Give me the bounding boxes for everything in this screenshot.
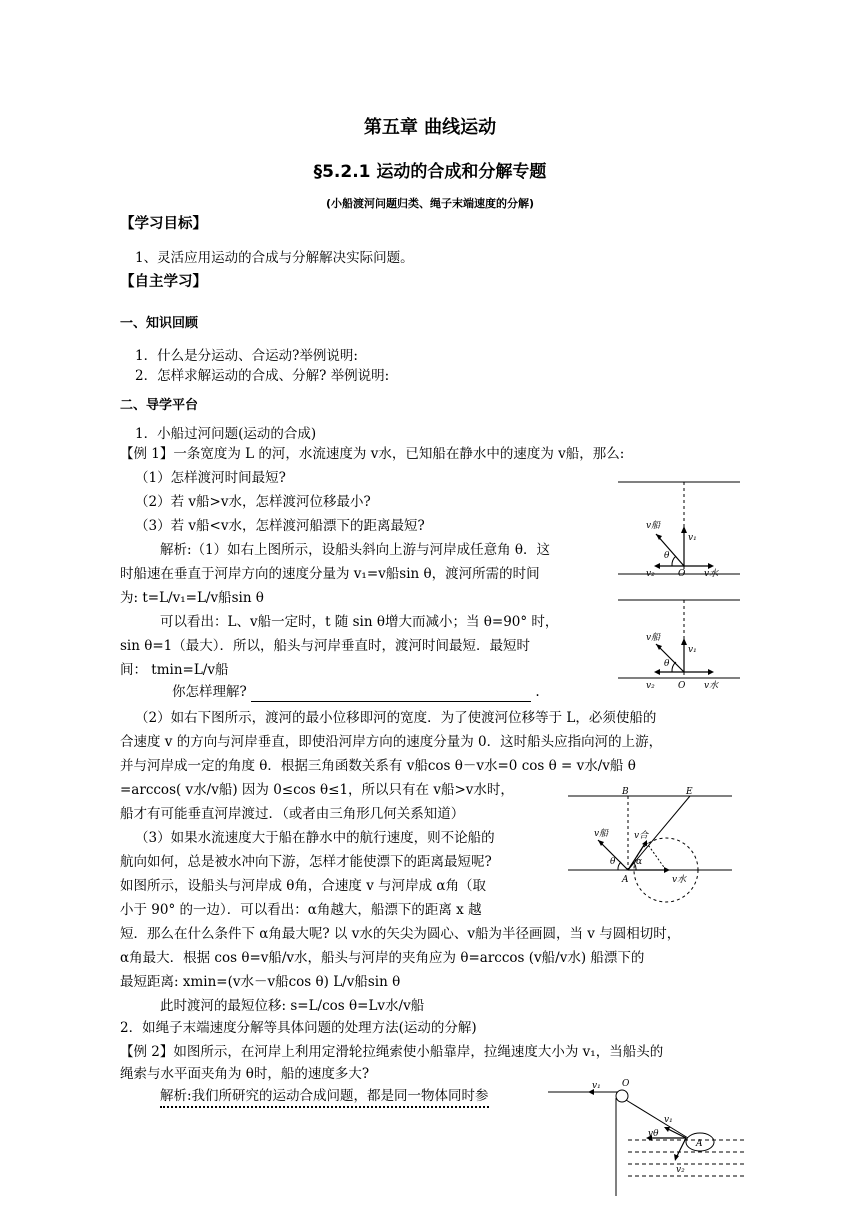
fig2-theta-label: θ bbox=[664, 659, 670, 669]
analysis-3-line-4: 小于 90° 的一边）．可以看出：α角越大，船漂下的距离 x 越 bbox=[120, 902, 482, 918]
analysis-2-line-2: 合速度 v 的方向与河岸垂直，即使沿河岸方向的速度分量为 0．这时船头应指向河的上游， bbox=[120, 734, 663, 750]
analysis-2-line-1: （2）如右下图所示，渡河的最小位移即河的宽度．为了使渡河位移等于 L，必须使船的 bbox=[135, 710, 657, 726]
fig1-origin-label: O bbox=[678, 569, 686, 579]
fig4-point-o: O bbox=[622, 1079, 630, 1089]
analysis-2-line-5: 船才有可能垂直河岸渡过．（或者由三角形几何关系知道） bbox=[120, 806, 465, 822]
fig3-point-a: A bbox=[622, 875, 629, 885]
answer-blank bbox=[251, 687, 531, 702]
fig3-point-b: B bbox=[622, 787, 629, 797]
fig2-v1-label: v₁ bbox=[688, 645, 697, 655]
example-2-line-2: 绳索与水平面夹角为 θ时，船的速度多大? bbox=[120, 1066, 370, 1082]
example-2-line-3: 解析:我们所研究的运动合成问题，都是同一物体同时参 bbox=[160, 1086, 489, 1108]
analysis-3-line-2: 航向如何，总是被水冲向下游，怎样才能使漂下的距离最短呢? bbox=[120, 854, 492, 870]
fig1-v2-label: v₂ bbox=[646, 569, 655, 579]
fig1-v-boat-label: v船 bbox=[646, 521, 661, 531]
figure-rope-pulley bbox=[548, 1076, 748, 1196]
example-2-line-1: 【例 2】如图所示，在河岸上利用定滑轮拉绳索使小船靠岸，拉绳速度大小为 v₁，当船头的 bbox=[120, 1044, 664, 1060]
example-1-q1: （1）怎样渡河时间最短? bbox=[135, 470, 286, 486]
understand-prompt: 你怎样理解? bbox=[172, 684, 247, 700]
fig3-v-boat-label: v船 bbox=[594, 829, 609, 839]
fig3-alpha-label: α bbox=[636, 857, 643, 867]
guide-header: 二、导学平台 bbox=[120, 398, 199, 413]
analysis-2-line-3: 并与河岸成一定的角度 θ．根据三角函数关系有 v船cos θ－v水=0 cos θ = v水/v船 θ bbox=[120, 758, 636, 774]
fig1-v-water-label: v水 bbox=[704, 569, 719, 579]
question-1: 1．什么是分运动、合运动?举例说明: bbox=[135, 348, 358, 364]
analysis-3-line-7: 最短距离: xmin=(v水－v船cos θ) L/v船sin θ bbox=[120, 974, 401, 990]
example-1: 【例 1】一条宽度为 L 的河，水流速度为 v水，已知船在静水中的速度为 v船，那么: bbox=[120, 446, 625, 462]
fig3-v-water-label: v水 bbox=[672, 875, 687, 885]
analysis-3-line-6: α角最大．根据 cos θ=v船/v水，船头与河岸的夹角应为 θ=arccos (v船/v水) 船漂下的 bbox=[120, 950, 645, 966]
analysis-1-line-1: 解析:（1）如右上图所示，设船头斜向上游与河岸成任意角 θ．这 bbox=[160, 542, 551, 558]
fig3-point-e: E bbox=[686, 787, 693, 797]
fig3-theta-label: θ bbox=[610, 857, 616, 867]
fig4-v2-label: v₂ bbox=[676, 1165, 685, 1175]
section-title: §5.2.1 运动的合成和分解专题 bbox=[313, 162, 547, 182]
fig1-v1-label: v₁ bbox=[688, 533, 697, 543]
analysis-1-line-6: 间： tmin=L/v船 bbox=[120, 662, 229, 678]
question-2: 2．怎样求解运动的合成、分解? 举例说明: bbox=[135, 368, 390, 384]
analysis-1-line-2: 时船速在垂直于河岸方向的速度分量为 v₁=v船sin θ，渡河所需的时间 bbox=[120, 566, 540, 582]
analysis-1-line-5: sin θ=1（最大）．所以，船头与河岸垂直时，渡河时间最短．最短时 bbox=[120, 638, 531, 654]
analysis-3-line-8: 此时渡河的最短位移: s=L/cos θ=Lv水/v船 bbox=[160, 998, 425, 1014]
fig2-v-boat-label: v船 bbox=[646, 633, 661, 643]
example-1-q3: （3）若 v船<v水，怎样渡河船漂下的距离最短? bbox=[135, 518, 425, 534]
chapter-title: 第五章 曲线运动 bbox=[363, 117, 497, 138]
analysis-1-line-3: 为: t=L/v₁=L/v船sin θ bbox=[120, 590, 264, 606]
fig2-v2-label: v₂ bbox=[646, 681, 655, 691]
review-header: 一、知识回顾 bbox=[120, 316, 199, 331]
goals-header: 【学习目标】 bbox=[120, 216, 207, 232]
analysis-2-line-4: =arccos( v水/v船) 因为 0≤cos θ≤1，所以只有在 v船>v水时， bbox=[120, 782, 514, 798]
fig4-point-a: A bbox=[696, 1139, 703, 1149]
section-subtitle: (小船渡河问题归类、绳子末端速度的分解) bbox=[325, 197, 535, 210]
fig4-v1b-label: v₁ bbox=[664, 1115, 673, 1125]
figure-boat-min-displacement bbox=[616, 594, 742, 694]
figure-boat-min-drift bbox=[566, 784, 736, 906]
analysis-3-line-5: 短．那么在什么条件下 α角最大呢? 以 v水的矢尖为圆心、v船为半径画圆，当 v 与圆相切时， bbox=[120, 926, 681, 942]
analysis-3-line-1: （3）如果水流速度大于船在静水中的航行速度，则不论船的 bbox=[135, 830, 495, 846]
fig4-v1-label: v₁ bbox=[592, 1081, 601, 1091]
rope-problem-header: 2．如绳子末端速度分解等具体问题的处理方法(运动的分解) bbox=[120, 1020, 477, 1036]
fig4-v-theta-label: vθ bbox=[648, 1129, 659, 1139]
fig2-v-water-label: v水 bbox=[704, 681, 719, 691]
fig3-v-he-label: v合 bbox=[634, 831, 649, 841]
fig1-theta-label: θ bbox=[664, 551, 670, 561]
analysis-1-line-4: 可以看出：L、v船一定时，t 随 sin θ增大而减小；当 θ=90° 时， bbox=[160, 614, 559, 630]
analysis-1-line-7: 你怎样理解? . bbox=[172, 684, 540, 700]
figure-boat-min-time bbox=[616, 476, 742, 586]
analysis-3-line-3: 如图所示，设船头与河岸成 θ角，合速度 v 与河岸成 α角（取 bbox=[120, 878, 487, 894]
example-1-q2: （2）若 v船>v水，怎样渡河位移最小? bbox=[135, 494, 371, 510]
goal-1: 1、灵活应用运动的合成与分解解决实际问题。 bbox=[135, 250, 414, 266]
self-study-header: 【自主学习】 bbox=[120, 274, 207, 290]
fig2-origin-label: O bbox=[678, 681, 686, 691]
boat-problem-header: 1．小船过河问题(运动的合成) bbox=[135, 426, 317, 442]
